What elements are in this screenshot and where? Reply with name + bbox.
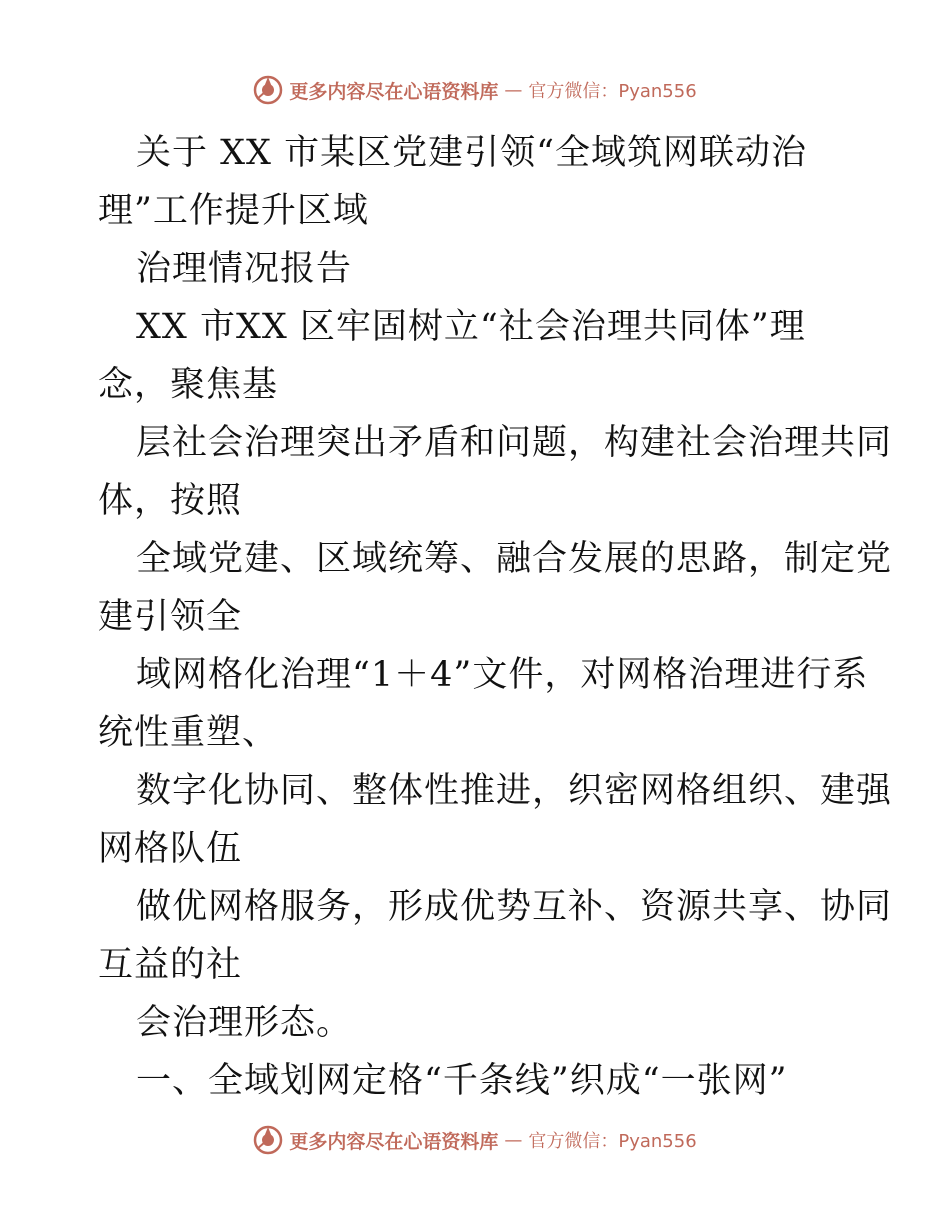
paragraph-line: 建引领全 (98, 597, 243, 637)
pen-nib-circle-icon (253, 75, 283, 105)
paragraph-line: XX 市XX 区牢固树立“社会治理共同体”理 (136, 307, 806, 347)
paragraph-line: 网格队伍 (98, 829, 243, 869)
title-line-1: 关于 XX 市某区党建引领“全域筑网联动治 (136, 133, 807, 173)
watermark-contact: 官方微信：Pyan556 (528, 81, 697, 102)
paragraph-line: 数字化协同、整体性推进，织密网格组织、建强 (136, 771, 893, 811)
pen-nib-circle-icon (253, 1125, 283, 1155)
paragraph-line: 统性重塑、 (98, 713, 279, 753)
title-line-2: 理”工作提升区域 (98, 191, 369, 231)
document-body (98, 124, 893, 1110)
paragraph-line: 互益的社 (98, 945, 243, 985)
watermark-text: 更多内容尽在心语资料库 (289, 80, 499, 103)
paragraph-line: 域网格化治理“1＋4”文件，对网格治理进行系 (136, 655, 869, 695)
section-heading: 一、全域划网定格“千条线”织成“一张网” (136, 1061, 788, 1101)
paragraph-line: 全域党建、区域统筹、融合发展的思路，制定党 (136, 539, 893, 579)
paragraph-line: 层社会治理突出矛盾和问题，构建社会治理共同 (136, 423, 893, 463)
header-watermark (0, 72, 950, 108)
title-line-3: 治理情况报告 (136, 249, 353, 289)
watermark-text: 更多内容尽在心语资料库 (289, 1130, 499, 1153)
footer-watermark (0, 1122, 950, 1158)
watermark-dash: — (504, 79, 523, 101)
watermark-contact: 官方微信：Pyan556 (528, 1131, 697, 1152)
paragraph-line: 做优网格服务，形成优势互补、资源共享、协同 (136, 887, 893, 927)
paragraph-line: 体，按照 (98, 481, 243, 521)
paragraph-line: 念，聚焦基 (98, 365, 279, 405)
paragraph-line: 会治理形态。 (136, 1003, 353, 1043)
watermark-dash: — (504, 1129, 523, 1151)
